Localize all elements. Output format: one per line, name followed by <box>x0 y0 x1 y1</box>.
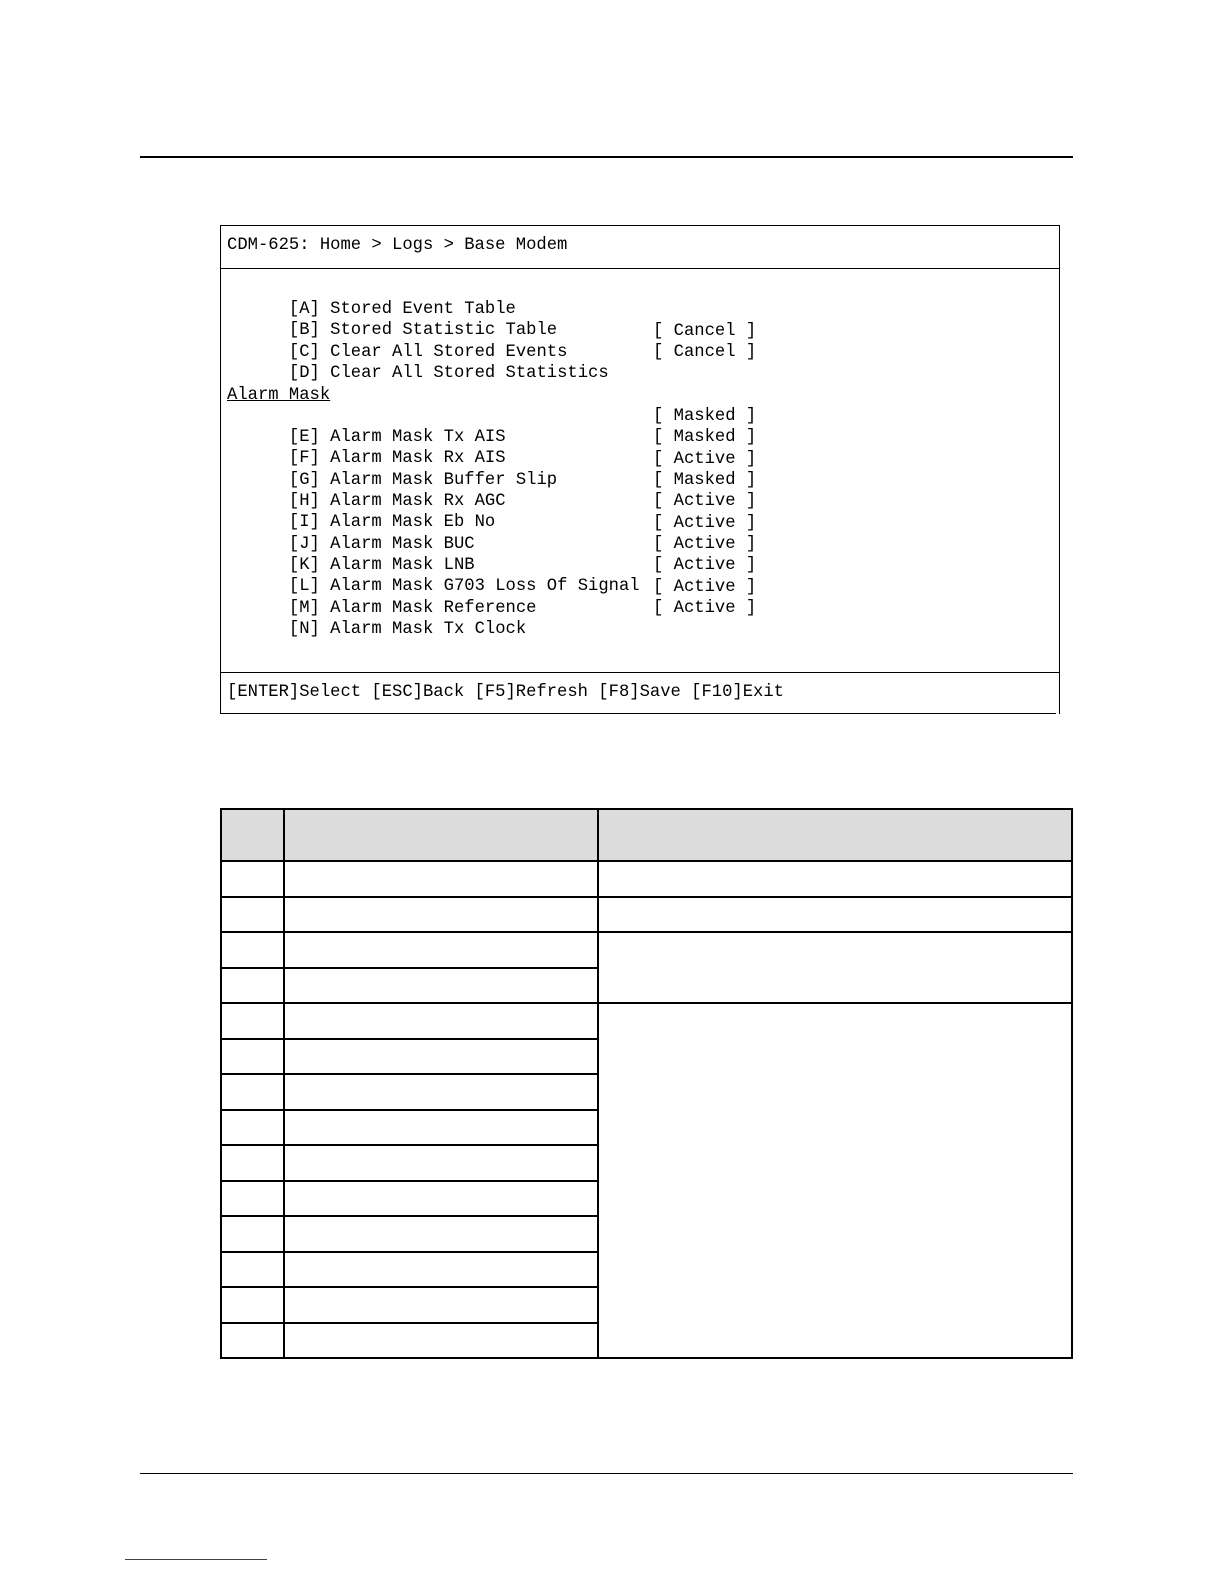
table-cell <box>598 861 1072 897</box>
description-table <box>220 808 1073 1359</box>
menu-label: Clear All Stored Statistics <box>330 364 609 383</box>
table-cell <box>284 1145 598 1181</box>
menu-label: Alarm Mask Eb No <box>330 513 496 532</box>
alarm-mask-heading: Alarm Mask <box>227 386 331 405</box>
table-cell <box>284 1039 598 1075</box>
alarm-item-m[interactable] <box>227 577 757 618</box>
table-cell <box>221 1110 284 1146</box>
table-cell-merged <box>598 1003 1072 1358</box>
table-row <box>221 897 1072 933</box>
menu-key: [N] <box>288 620 320 639</box>
table-cell <box>221 1039 284 1075</box>
menu-key: [B] <box>288 321 320 340</box>
table-cell <box>221 897 284 933</box>
menu-key: [A] <box>288 300 320 319</box>
menu-key: [H] <box>288 492 320 511</box>
menu-label: Alarm Mask BUC <box>330 535 475 554</box>
menu-label: Stored Statistic Table <box>330 321 558 340</box>
menu-key: [G] <box>288 471 320 490</box>
menu-key: [I] <box>288 513 320 532</box>
table-cell <box>221 1287 284 1323</box>
menu-item-a[interactable] <box>227 278 516 319</box>
table-cell <box>221 1145 284 1181</box>
table-header-row <box>221 809 1072 861</box>
table-cell <box>284 1003 598 1039</box>
header-cell-description <box>598 809 1072 861</box>
table-cell <box>221 1252 284 1288</box>
menu-item-c[interactable] <box>227 321 757 362</box>
table-cell <box>284 1287 598 1323</box>
table-cell <box>284 968 598 1004</box>
breadcrumb: CDM-625: Home > Logs > Base Modem <box>227 236 568 255</box>
menu-key: [K] <box>288 556 320 575</box>
key-hints: [ENTER]Select [ESC]Back [F5]Refresh [F8]Save [F10]Exit <box>227 683 784 702</box>
header-cell-selection <box>221 809 284 861</box>
alarm-status: [ Active ] <box>653 556 757 575</box>
terminal-screen <box>220 225 1060 714</box>
table-cell <box>221 861 284 897</box>
table-cell <box>221 932 284 968</box>
table-cell <box>284 1181 598 1217</box>
menu-label: Alarm Mask G703 Loss Of Signal <box>330 577 640 596</box>
menu-value: [ Cancel ] <box>653 343 757 362</box>
menu-item-d[interactable] <box>227 342 757 383</box>
table-cell <box>284 1216 598 1252</box>
header-cell-function <box>284 809 598 861</box>
terminal-body <box>221 269 1059 672</box>
alarm-item-k[interactable] <box>227 534 757 575</box>
menu-label: Alarm Mask Rx AGC <box>330 492 506 511</box>
menu-label: Alarm Mask LNB <box>330 556 475 575</box>
alarm-status: [ Active ] <box>653 599 757 618</box>
menu-label: Alarm Mask Buffer Slip <box>330 471 558 490</box>
alarm-status: [ Active ] <box>653 492 757 511</box>
menu-label: Alarm Mask Tx AIS <box>330 428 506 447</box>
menu-label: Alarm Mask Reference <box>330 599 537 618</box>
alarm-status: [ Active ] <box>653 578 757 597</box>
table-cell <box>598 897 1072 933</box>
menu-key: [E] <box>288 428 320 447</box>
table-cell <box>221 1323 284 1359</box>
table-row <box>221 1003 1072 1039</box>
terminal-header <box>221 226 1059 269</box>
table-cell <box>284 1252 598 1288</box>
top-rule <box>140 156 1073 158</box>
table-row <box>221 932 1072 968</box>
terminal-bottom-border <box>220 713 1056 714</box>
alarm-item-l[interactable] <box>227 555 757 596</box>
alarm-status: [ Masked ] <box>653 407 757 426</box>
alarm-status: [ Masked ] <box>653 471 757 490</box>
table-cell <box>284 1110 598 1146</box>
alarm-status: [ Active ] <box>653 450 757 469</box>
alarm-item-i[interactable] <box>227 491 757 532</box>
table-row <box>221 861 1072 897</box>
menu-item-b[interactable] <box>227 299 558 340</box>
menu-label: Alarm Mask Tx Clock <box>330 620 527 639</box>
menu-key: [C] <box>288 343 320 362</box>
menu-label: Stored Event Table <box>330 300 516 319</box>
table-cell <box>221 1074 284 1110</box>
table-cell <box>284 932 598 968</box>
table-cell <box>284 897 598 933</box>
menu-key: [M] <box>288 599 320 618</box>
table-cell <box>284 1074 598 1110</box>
menu-key: [F] <box>288 449 320 468</box>
alarm-status: [ Masked ] <box>653 428 757 447</box>
table-cell <box>284 861 598 897</box>
menu-value: [ Cancel ] <box>653 322 757 341</box>
table-cell <box>284 1323 598 1359</box>
menu-label: Clear All Stored Events <box>330 343 568 362</box>
menu-label: Alarm Mask Rx AIS <box>330 449 506 468</box>
table-cell <box>221 1216 284 1252</box>
alarm-item-n[interactable] <box>227 598 757 639</box>
alarm-item-e[interactable] <box>227 406 757 447</box>
table-cell <box>221 968 284 1004</box>
alarm-status: [ Active ] <box>653 535 757 554</box>
table-cell <box>221 1181 284 1217</box>
terminal-footer <box>221 672 1059 715</box>
alarm-item-j[interactable] <box>227 513 757 554</box>
menu-key: [D] <box>288 364 320 383</box>
footer-link-underline[interactable] <box>125 1559 267 1560</box>
table-cell <box>221 1003 284 1039</box>
alarm-status: [ Active ] <box>653 514 757 533</box>
menu-key: [L] <box>288 577 320 596</box>
menu-key: [J] <box>288 535 320 554</box>
table-cell-merged <box>598 932 1072 1003</box>
bottom-rule <box>140 1473 1073 1474</box>
